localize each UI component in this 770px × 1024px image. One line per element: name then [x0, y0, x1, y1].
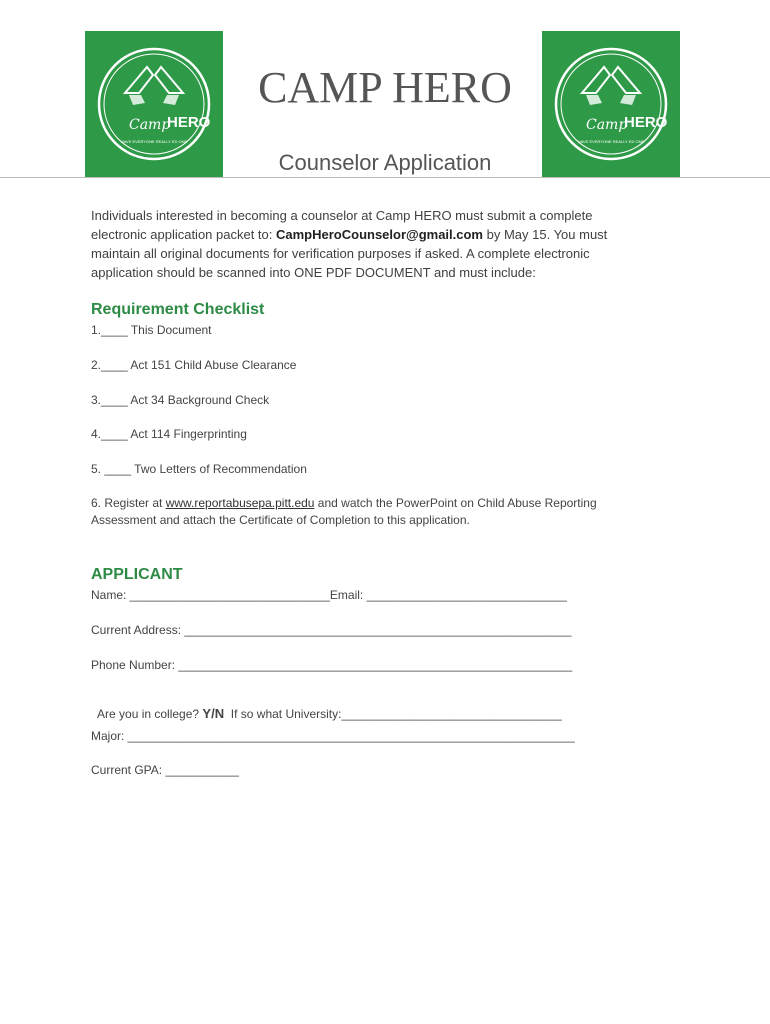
- page-subtitle: Counselor Application: [278, 150, 492, 175]
- intro-text-before: Individuals interested in becoming a counselor at Camp HERO must submit a complete electronic application packet to:: [91, 208, 593, 242]
- major-field[interactable]: Major: ___________________________________________________________________: [91, 729, 575, 743]
- item6-prefix: 6. Register at: [91, 496, 166, 510]
- intro-text-after: by May 15. You must maintain all original documents for verification purposes if asked. A complete electronic application should be scanned into ONE PDF DOCUMENT and must include:: [91, 227, 608, 280]
- logo-badge-icon: [542, 31, 680, 177]
- logo-wordmark-camp: Camp: [586, 117, 628, 133]
- college-suffix: If so what University:_________________________________: [224, 707, 562, 721]
- name-email-field[interactable]: Name: ______________________________Email: ______________________________: [91, 588, 567, 602]
- college-prefix: Are you in college?: [97, 707, 203, 721]
- page-title: CAMP HERO: [258, 63, 512, 112]
- applicant-heading: APPLICANT: [91, 566, 183, 583]
- gpa-field[interactable]: Current GPA: ___________: [91, 763, 239, 777]
- checklist-item-4: 4.____ Act 114 Fingerprinting: [91, 427, 247, 441]
- checklist-item-6: [91, 495, 651, 529]
- logo-wordmark-hero: HERO: [167, 114, 211, 131]
- logo-wordmark-hero: HERO: [624, 114, 668, 131]
- camp-hero-logo-right: [542, 31, 680, 177]
- checklist-item-5: 5. ____ Two Letters of Recommendation: [91, 462, 307, 476]
- camp-hero-logo-left: [85, 31, 223, 177]
- item6-suffix: and watch the PowerPoint on Child Abuse Reporting Assessment and attach the Certificate of Completion to this application.: [91, 496, 597, 527]
- logo-wordmark-camp: Camp: [129, 117, 171, 133]
- intro-paragraph: [91, 206, 651, 282]
- address-field[interactable]: Current Address: __________________________________________________________: [91, 623, 572, 637]
- logo-badge-icon: [85, 31, 223, 177]
- checklist-item-2: 2.____ Act 151 Child Abuse Clearance: [91, 358, 297, 372]
- checklist-item-3: 3.____ Act 34 Background Check: [91, 393, 270, 407]
- logo-tagline: HAVE EVERYONE REALLY ED ONE: [120, 139, 188, 144]
- logo-tagline: HAVE EVERYONE REALLY ED ONE: [577, 139, 645, 144]
- checklist-heading: Requirement Checklist: [91, 301, 265, 318]
- report-abuse-link[interactable]: www.reportabusepa.pitt.edu: [165, 496, 315, 510]
- phone-field[interactable]: Phone Number: ___________________________________________________________: [91, 658, 573, 672]
- college-yn[interactable]: Y/N: [202, 706, 225, 721]
- college-field[interactable]: [91, 692, 562, 721]
- checklist-item-1: 1.____ This Document: [91, 323, 212, 337]
- header-divider: [0, 177, 770, 178]
- contact-email[interactable]: CampHeroCounselor@gmail.com: [276, 227, 483, 242]
